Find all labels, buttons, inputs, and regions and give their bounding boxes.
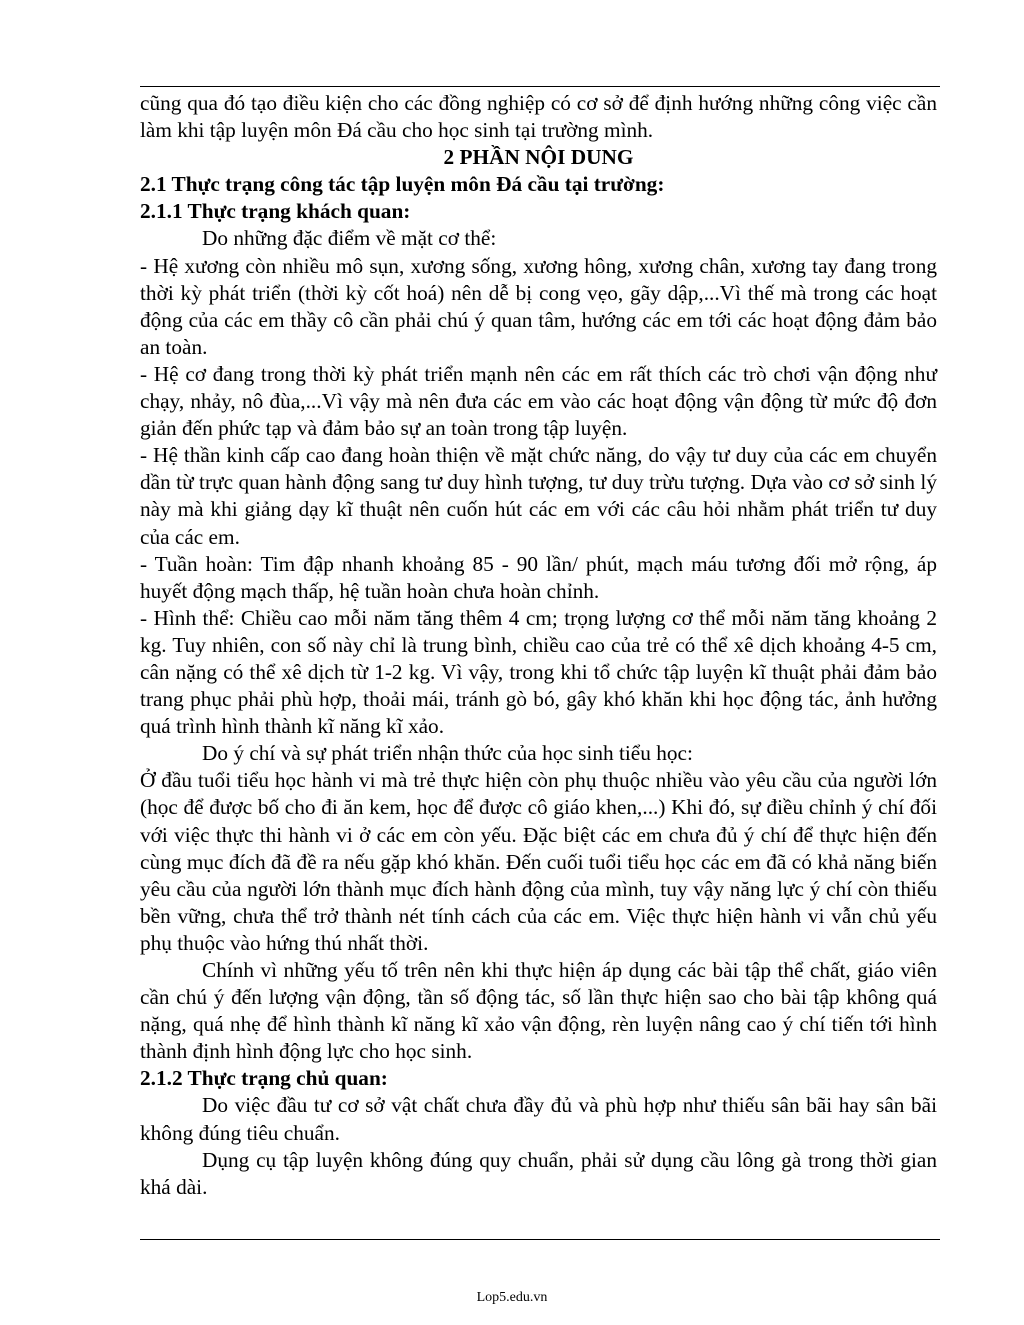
paragraph-physique: - Hình thể: Chiều cao mỗi năm tăng thêm 4 cm; trọng lượng cơ thể mỗi năm tăng khoảng 2 kg. Tuy nhiên, con số này chỉ là trung bình, chiều cao của trẻ có thể xê dịch khoảng 4-5 cm, cân nặng có thể xê dịch từ 1-2 kg. Vì vậy, trong khi tổ chức tập luyện kĩ thuật phải đảm bảo trang phục phải phù hợp, thoải mái, tránh gò bó, gây khó khăn khi học động tác, ảnh hưởng quá trình hình thành kĩ năng kĩ xảo.: [140, 605, 937, 739]
paragraph-nervous-system: - Hệ thần kinh cấp cao đang hoàn thiện về mặt chức năng, do vậy tư duy của các em chuyển dần từ trực quan hành động sang tư duy hình tượng, tư duy trừu tượng. Dựa vào cơ sở sinh lý này mà khi giảng dạy kĩ thuật nên cuốn hút các em với các câu hỏi nhằm phát triển tư duy của các em.: [140, 443, 937, 549]
paragraph-equipment: Dụng cụ tập luyện không đúng quy chuẩn, phải sử dụng cầu lông gà trong thời gian khá dài.: [140, 1147, 937, 1199]
paragraph-facilities: Do việc đầu tư cơ sở vật chất chưa đầy đủ và phù hợp như thiếu sân bãi hay sân bãi không đúng tiêu chuẩn.: [140, 1093, 937, 1145]
footer-rule: [140, 1239, 940, 1240]
paragraph-skeletal-system: - Hệ xương còn nhiều mô sụn, xương sống, xương hông, xương chân, xương tay đang trong thời kỳ phát triển (thời kỳ cốt hoá) nên dễ bị cong vẹo, gãy dập,...Vì thế mà trong các hoạt động của các em thầy cô cần phải chú ý quan tâm, hướng các em tới các hoạt động đảm bảo an toàn.: [140, 253, 937, 359]
paragraph-early-primary: Ở đầu tuổi tiểu học hành vi mà trẻ thực hiện còn phụ thuộc nhiều vào yêu cầu của người lớn (học để được bố cho đi ăn kem, học để được cô giáo khen,...) Khi đó, sự điều chỉnh ý chí đối với việc thực thi hành vi ở các em còn yếu. Đặc biệt các em chưa đủ ý chí để thực hiện đến cùng mục đích đã đề ra nếu gặp khó khăn. Đến cuối tuổi tiểu học các em đã có khả năng biến yêu cầu của người lớn thành mục đích hành động của mình, tuy vậy năng lực ý chí còn thiếu bền vững, chưa thể trở thành nét tính cách của các em. Việc thực hiện hành vi vẫn chủ yếu phụ thuộc vào hứng thú nhất thời.: [140, 768, 937, 955]
paragraph-conclusion: Chính vì những yếu tố trên nên khi thực hiện áp dụng các bài tập thể chất, giáo viên cần chú ý đến lượng vận động, tần số động tác, số lần thực hiện sao cho bài tập không quá nặng, quá nhẹ để hình thành kĩ năng kĩ xảo vận động, rèn luyện nâng cao ý chí tiến tới hình thành định hình động lực cho học sinh.: [140, 958, 937, 1064]
paragraph-circulation: - Tuần hoàn: Tim đập nhanh khoảng 85 - 90 lần/ phút, mạch máu tương đối mở rộng, áp huyết động mạch thấp, hệ tuần hoàn chưa hoàn chỉnh.: [140, 551, 937, 603]
paragraph-will-cognition: Do ý chí và sự phát triển nhận thức của học sinh tiểu học:: [202, 741, 693, 766]
subsection-heading-2-1: 2.1 Thực trạng công tác tập luyện môn Đá cầu tại trường:: [140, 172, 665, 197]
paragraph-muscular-system: - Hệ cơ đang trong thời kỳ phát triển mạnh nên các em rất thích các trò chơi vận động như chạy, nhảy, nô đùa,...Vì vậy mà nên đưa các em vào các hoạt động vận động từ mức độ đơn giản đến phức tạp và đảm bảo sự an toàn trong tập luyện.: [140, 361, 937, 441]
paragraph-body-features: Do những đặc điểm về mặt cơ thể:: [202, 226, 497, 251]
header-rule: [140, 86, 940, 87]
section-heading: 2 PHẦN NỘI DUNG: [443, 145, 634, 170]
page-body: [140, 90, 937, 1201]
subsection-heading-2-1-1: 2.1.1 Thực trạng khách quan:: [140, 199, 411, 224]
footer-source: Lop5.edu.vn: [476, 1290, 548, 1305]
subsection-heading-2-1-2: 2.1.2 Thực trạng chủ quan:: [140, 1066, 388, 1091]
paragraph-intro-continuation: cũng qua đó tạo điều kiện cho các đồng nghiệp có cơ sở để định hướng những công việc cần làm khi tập luyện môn Đá cầu cho học sinh tại trường mình.: [140, 91, 937, 143]
